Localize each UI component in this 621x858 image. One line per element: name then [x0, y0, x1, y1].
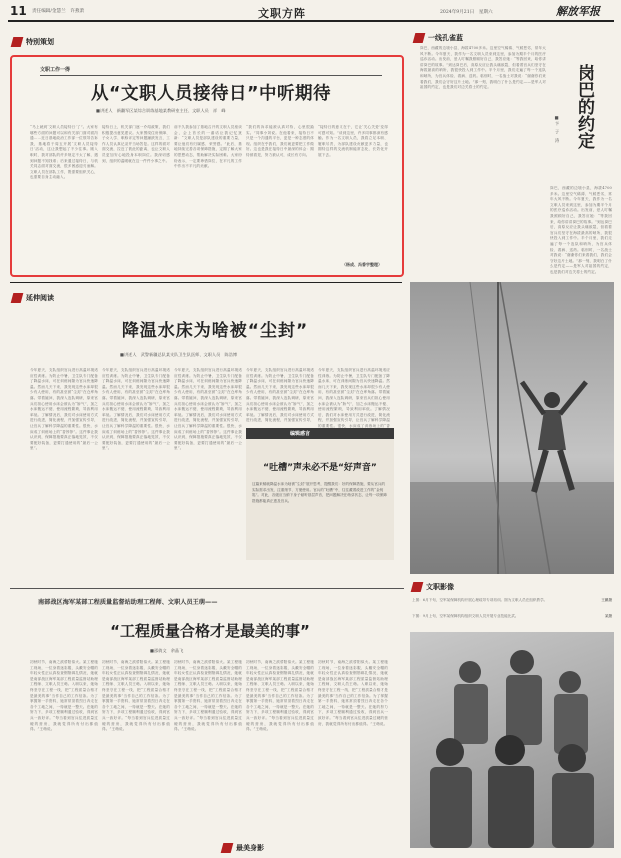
extend-top-rule	[10, 282, 402, 283]
camera-caption-2	[412, 614, 612, 626]
side-label-text: 一线孔雀蓝	[428, 34, 463, 42]
caption-1-text: 上图：6月下旬，空军某保障机构开展心理疏导专项培训。图为文职人员在组织教学。	[412, 598, 548, 602]
caption-2-text: 下图：9月上旬，空军某保障机构组织文职人员开展专业技能比武。	[412, 614, 519, 618]
extend-title: 降温水床为啥被“尘封”	[121, 321, 309, 341]
extend-byline: ■讲述人 武警新疆总队某支队卫生队医师、文职人员 陈浩博	[120, 352, 238, 357]
editor-note-label	[246, 428, 394, 439]
bottom-col-1: 初秋时节，南海之滨骄阳似火。某工程施工现场，一位身着迷彩服、头戴安全帽的年轻女性正认真检查钢筋绑扎情况，她就是南部战区海军某部工程质量监督站助理工程师、文职人员王萌。入职以来，她始终坚守在工程一线，把“工程质量合格才是最美的事”当作自己的工作信条。为了掌握第一手资料，她常常顶着烈日奔走在各个工地之间，一待就是一整天。在她的努力下，多项工程顺利通过验收，得到官兵一致好评。“每当看到官兵住进质量过硬的营房，我就觉得所有付出都值得。”王萌说。	[30, 660, 98, 732]
camera-badge-icon	[411, 582, 424, 592]
bottom-badge-icon	[221, 843, 234, 853]
feature-source: （杨成、冯香宇整理）	[342, 262, 382, 267]
extend-section-label	[12, 293, 54, 303]
feature-col-1: “马上就到‘文职人员接待日’了”。大家有哪些方面的问题可以和有关部门面对面沟通……近日基地政治工作部一位领导告诉我，基地将于周五开展‘文职人员接待日’活动，这让我想起了不少往事。刚入职时，我对部队的许多规定不太了解，遇到问题不知找谁；后来通过接待日，与机关同志面对面交流，很多困惑迎刃而解。文职人员在部队工作，既需要组织关心，也需要自身主动融入。	[30, 125, 98, 180]
bottom-title: “工程质量合格才是最美的事”	[110, 622, 310, 640]
caption-2-credit: 某摄	[604, 614, 612, 618]
special-label-text: 特别策划	[26, 38, 54, 46]
camera-section-label	[412, 582, 454, 592]
bottom-col-4: 初秋时节，南海之滨骄阳似火。某工程施工现场，一位身着迷彩服、头戴安全帽的年轻女性正认真检查钢筋绑扎情况，她就是南部战区海军某部工程质量监督站助理工程师、文职人员王萌。入职以来，她始终坚守在工程一线，把“工程质量合格才是最美的事”当作自己的工作信条。为了掌握第一手资料，她常常顶着烈日奔走在各个工地之间，一待就是一整天。在她的努力下，多项工程顺利通过验收，得到官兵一致好评。“每当看到官兵住进质量过硬的营房，我就觉得所有付出都值得。”王萌说。	[246, 660, 314, 732]
page-number: 11	[10, 4, 27, 18]
page-header	[8, 4, 614, 20]
bottom-kicker: 南部战区海军某部工程质量监督站助理工程师、文职人员王萌——	[38, 599, 218, 606]
feature-byline: ■讲述人 新疆军区某综合训练基地某教研室主任、文职人员 祥 峰	[96, 108, 226, 113]
special-section-label	[12, 37, 54, 47]
bottom-label-text: 最美身影	[236, 844, 264, 852]
section-badge-icon	[11, 37, 24, 47]
group-scene-image	[410, 632, 614, 848]
extend-col-1: 今年夏天，支队组织官兵进行高温环境适应性训练。为防止中暑，卫生队专门配备了降温水床，可在训练间隙为官兵快速降温。然而几天下来，我发现这些水床却很少有人使用，有的甚至被“尘封”在仓库角落。带着疑问，我深入连队调研，原来官兵们担心使用水床会被认为“娇气”，加之水床搬运不便、使用流程繁琐，导致利用率低。了解情况后，我们对水床使用方式进行改进，简化流程，并加强宣传引导，让官兵了解科学降温的重要性。很快，水床成了训练场上的“香饽饽”。这件事让我认识到，保障措施要真正落地见效，不仅要配好装备，更要打通使用的“最后一公里”。	[30, 368, 98, 451]
extend-col-2: 今年夏天，支队组织官兵进行高温环境适应性训练。为防止中暑，卫生队专门配备了降温水床，可在训练间隙为官兵快速降温。然而几天下来，我发现这些水床却很少有人使用，有的甚至被“尘封”在仓库角落。带着疑问，我深入连队调研，原来官兵们担心使用水床会被认为“娇气”，加之水床搬运不便、使用流程繁琐，导致利用率低。了解情况后，我们对水床使用方式进行改进，简化流程，并加强宣传引导，让官兵了解科学降温的重要性。很快，水床成了训练场上的“香饽饽”。这件事让我认识到，保障措施要真正落地见效，不仅要配好装备，更要打通使用的“最后一公里”。	[102, 368, 170, 451]
bottom-section-label	[222, 843, 264, 853]
camera-label-text: 文职影像	[426, 583, 454, 591]
bottom-top-rule	[10, 588, 404, 589]
bottom-byline: ■邵倩文 余晶飞	[150, 648, 184, 653]
extend-col-3: 今年夏天，支队组织官兵进行高温环境适应性训练。为防止中暑，卫生队专门配备了降温水床，可在训练间隙为官兵快速降温。然而几天下来，我发现这些水床却很少有人使用，有的甚至被“尘封”在仓库角落。带着疑问，我深入连队调研，原来官兵们担心使用水床会被认为“娇气”，加之水床搬运不便、使用流程繁琐，导致利用率低。了解情况后，我们对水床使用方式进行改进，简化流程，并加强宣传引导，让官兵了解科学降温的重要性。很快，水床成了训练场上的“香饽饽”。这件事让我认识到，保障措施要真正落地见效，不仅要配好装备，更要打通使用的“最后一公里”。	[174, 368, 242, 451]
extend-col-5: 今年夏天，支队组织官兵进行高温环境适应性训练。为防止中暑，卫生队专门配备了降温水床，可在训练间隙为官兵快速降温。然而几天下来，我发现这些水床却很少有人使用，有的甚至被“尘封”在仓库角落。带着疑问，我深入连队调研，原来官兵们担心使用水床会被认为“娇气”，加之水床搬运不便、使用流程繁琐，导致利用率低。了解情况后，我们对水床使用方式进行改进，简化流程，并加强宣传引导，让官兵了解科学降温的重要性。很快，水床成了训练场上的“香	[318, 368, 390, 428]
feature-col-4: “我们的诉求能被认真对待，心里很踏实。”同事小刘说。在他看来，接待日不只是一个沟通的平台，更是一种态度的体现。组织在乎我们，我们就更要把工作做好。这也是我在接待日中最深的体会：期待被看见，努力被认可，成长有方向。	[246, 125, 314, 157]
extend-col-4: 今年夏天，支队组织官兵进行高温环境适应性训练。为防止中暑，卫生队专门配备了降温水床，可在训练间隙为官兵快速降温。然而几天下来，我发现这些水床却很少有人使用，有的甚至被“尘封”在仓库角落。带着疑问，我深入连队调研，原来官兵们担心使用水床会被认为“娇气”，加之水床搬运不便、使用流程繁琐，导致利用率低。了解情况后，我们对水床使用方式进行改进，简化流程，并加强宣传引导，	[246, 368, 314, 422]
training-photo-top	[410, 282, 614, 574]
side-title: 岗巴的约定	[574, 64, 594, 149]
kicker-rule	[40, 75, 382, 76]
extend-label-text: 延伸阅读	[26, 294, 54, 302]
training-photo-bottom	[410, 632, 614, 848]
header-rule	[8, 20, 614, 22]
feature-col-3: 前不久我参加了基地召开的文职人员座谈会，会上首长的一番话让我记忆犹新：“文职人员是部队建设的重要力量，要让他们有归属感、荣誉感。”此后，基地持续完善各项保障措施，定期了解大家的思想动态，帮助解决实际困难。大家纷纷表示，一定要珍惜岗位，在平凡的工作中作出不平凡的贡献。	[174, 125, 242, 169]
side-section-label	[414, 33, 463, 43]
issue-date: 2024年9月21日 星期六	[440, 10, 493, 15]
feature-kicker: 文职工作一得	[40, 67, 71, 73]
editor-note-text: 这篇来稿就降温水床为啥被“尘封”展开思考，提醒我们：好的保障措施，要从官兵的实际需求出发，注重细节、方便使用。官兵的“吐槽”中，往往藏着改进工作的“金钥匙”。对此，各级应当俯下身子倾听基层声音，把问题解决在萌芽状态，让每一项保障措施都能真正惠及官兵。	[252, 482, 387, 503]
side-body-1: 岗巴，西藏的边境小县，海拔4700多米。这里空气稀薄、气候恶劣，常年大风不断。今年夏天，我作为一名文职人员来到这里，参加为期半个月的医疗巡诊活动。出发前，爱人叮嘱我照顾好自己，我答应她：“等我回来，给你讲讲岗巴的故事。”到达岗巴后，高原反应让我头痛欲裂，但看着官兵们坚守在海拔最高的哨所，我很快投入到工作中。半个月里，我们走遍了每一个连队和哨所，为官兵体检、看病、送药。临别时，一名战士对我说：“谢谢你们来看我们，我们会守好这片土地。”那一刻，我明白了什么是约定——是军人对祖国的约定，也是我们对边关将士的约定。	[420, 46, 546, 90]
side-body-2: 岗巴，西藏的边境小县，海拔4700多米。这里空气稀薄、气候恶劣，常年大风不断。今年夏天，我作为一名文职人员来到这里，参加为期半个月的医疗巡诊活动。出发前，爱人叮嘱我照顾好自己，我答应她：“等我回来，给你讲讲岗巴的故事。”到达岗巴后，高原反应让我头痛欲裂，但看着官兵们坚守在海拔最高的哨所，我很快投入到工作中。半个月里，我们走遍了每一个连队和哨所，为官兵体检、看病、送药。临别时，一名战士对我说：“谢谢你们来看我们，我们会守好这片土地。”那一刻，我明白了什么是约定——是军人对祖国的约定，也是我们对边关将士的约定。	[550, 186, 612, 274]
section-title: 文职方阵	[258, 7, 306, 20]
bottom-col-5: 初秋时节，南海之滨骄阳似火。某工程施工现场，一位身着迷彩服、头戴安全帽的年轻女性正认真检查钢筋绑扎情况，她就是南部战区海军某部工程质量监督站助理工程师、文职人员王萌。入职以来，她始终坚守在工程一线，把“工程质量合格才是最美的事”当作自己的工作信条。为了掌握第一手资料，她常常顶着烈日奔走在各个工地之间，一待就是一整天。在她的努力下，多项工程顺利通过验收，得到官兵一致好评。“每当看到官兵住进质量过硬的营房，我就觉得所有付出都值得。”王萌说。	[318, 660, 388, 726]
side-author: ■卞 子 涛	[554, 116, 559, 143]
editors-line: 责任编辑/金慧兰 许燕萧	[32, 9, 85, 14]
side-badge-icon	[413, 33, 426, 43]
editor-note-title: “吐槽”声未必不是“好声音”	[263, 463, 377, 473]
climbing-scene-image	[410, 282, 614, 574]
bottom-col-3: 初秋时节，南海之滨骄阳似火。某工程施工现场，一位身着迷彩服、头戴安全帽的年轻女性正认真检查钢筋绑扎情况，她就是南部战区海军某部工程质量监督站助理工程师、文职人员王萌。入职以来，她始终坚守在工程一线，把“工程质量合格才是最美的事”当作自己的工作信条。为了掌握第一手资料，她常常顶着烈日奔走在各个工地之间，一待就是一整天。在她的努力下，多项工程顺利通过验收，得到官兵一致好评。“每当看到官兵住进质量过硬的营房，我就觉得所有付出都值得。”王萌说。	[174, 660, 242, 732]
editor-note-label-text: 编辑感言	[290, 431, 311, 437]
newspaper-logo: 解放军报	[556, 5, 600, 18]
caption-1-credit: 王鹏摄	[601, 598, 612, 602]
extend-badge-icon	[11, 293, 24, 303]
feature-col-5: “接待日的意义在于，它让‘关心关爱’变得可感可知。”谈到这里，许多同事都深有感触。作为一名文职人员，我将立足本职、履职尽责，为部队建设贡献更多力量，也期待这样的交流机制能常态化、长效化开展下去。	[318, 125, 388, 157]
feature-col-2: 接待日上，机关部门逐一介绍政策，我们积极提出意见建议。大家围绕住房保障、子女入学、职称评定等问题踊跃发言，工作人员认真记录并当场答复。这样的面对面交流，拉近了彼此的距离，也让文职人员更加安心地投身本职岗位。我深切感到，组织的温暖就在这一件件小事之中。	[102, 125, 170, 163]
bottom-col-2: 初秋时节，南海之滨骄阳似火。某工程施工现场，一位身着迷彩服、头戴安全帽的年轻女性正认真检查钢筋绑扎情况，她就是南部战区海军某部工程质量监督站助理工程师、文职人员王萌。入职以来，她始终坚守在工程一线，把“工程质量合格才是最美的事”当作自己的工作信条。为了掌握第一手资料，她常常顶着烈日奔走在各个工地之间，一待就是一整天。在她的努力下，多项工程顺利通过验收，得到官兵一致好评。“每当看到官兵住进质量过硬的营房，我就觉得所有付出都值得。”王萌说。	[102, 660, 170, 732]
camera-caption-1	[412, 598, 612, 610]
feature-title: 从“文职人员接待日”中听期待	[90, 84, 331, 104]
